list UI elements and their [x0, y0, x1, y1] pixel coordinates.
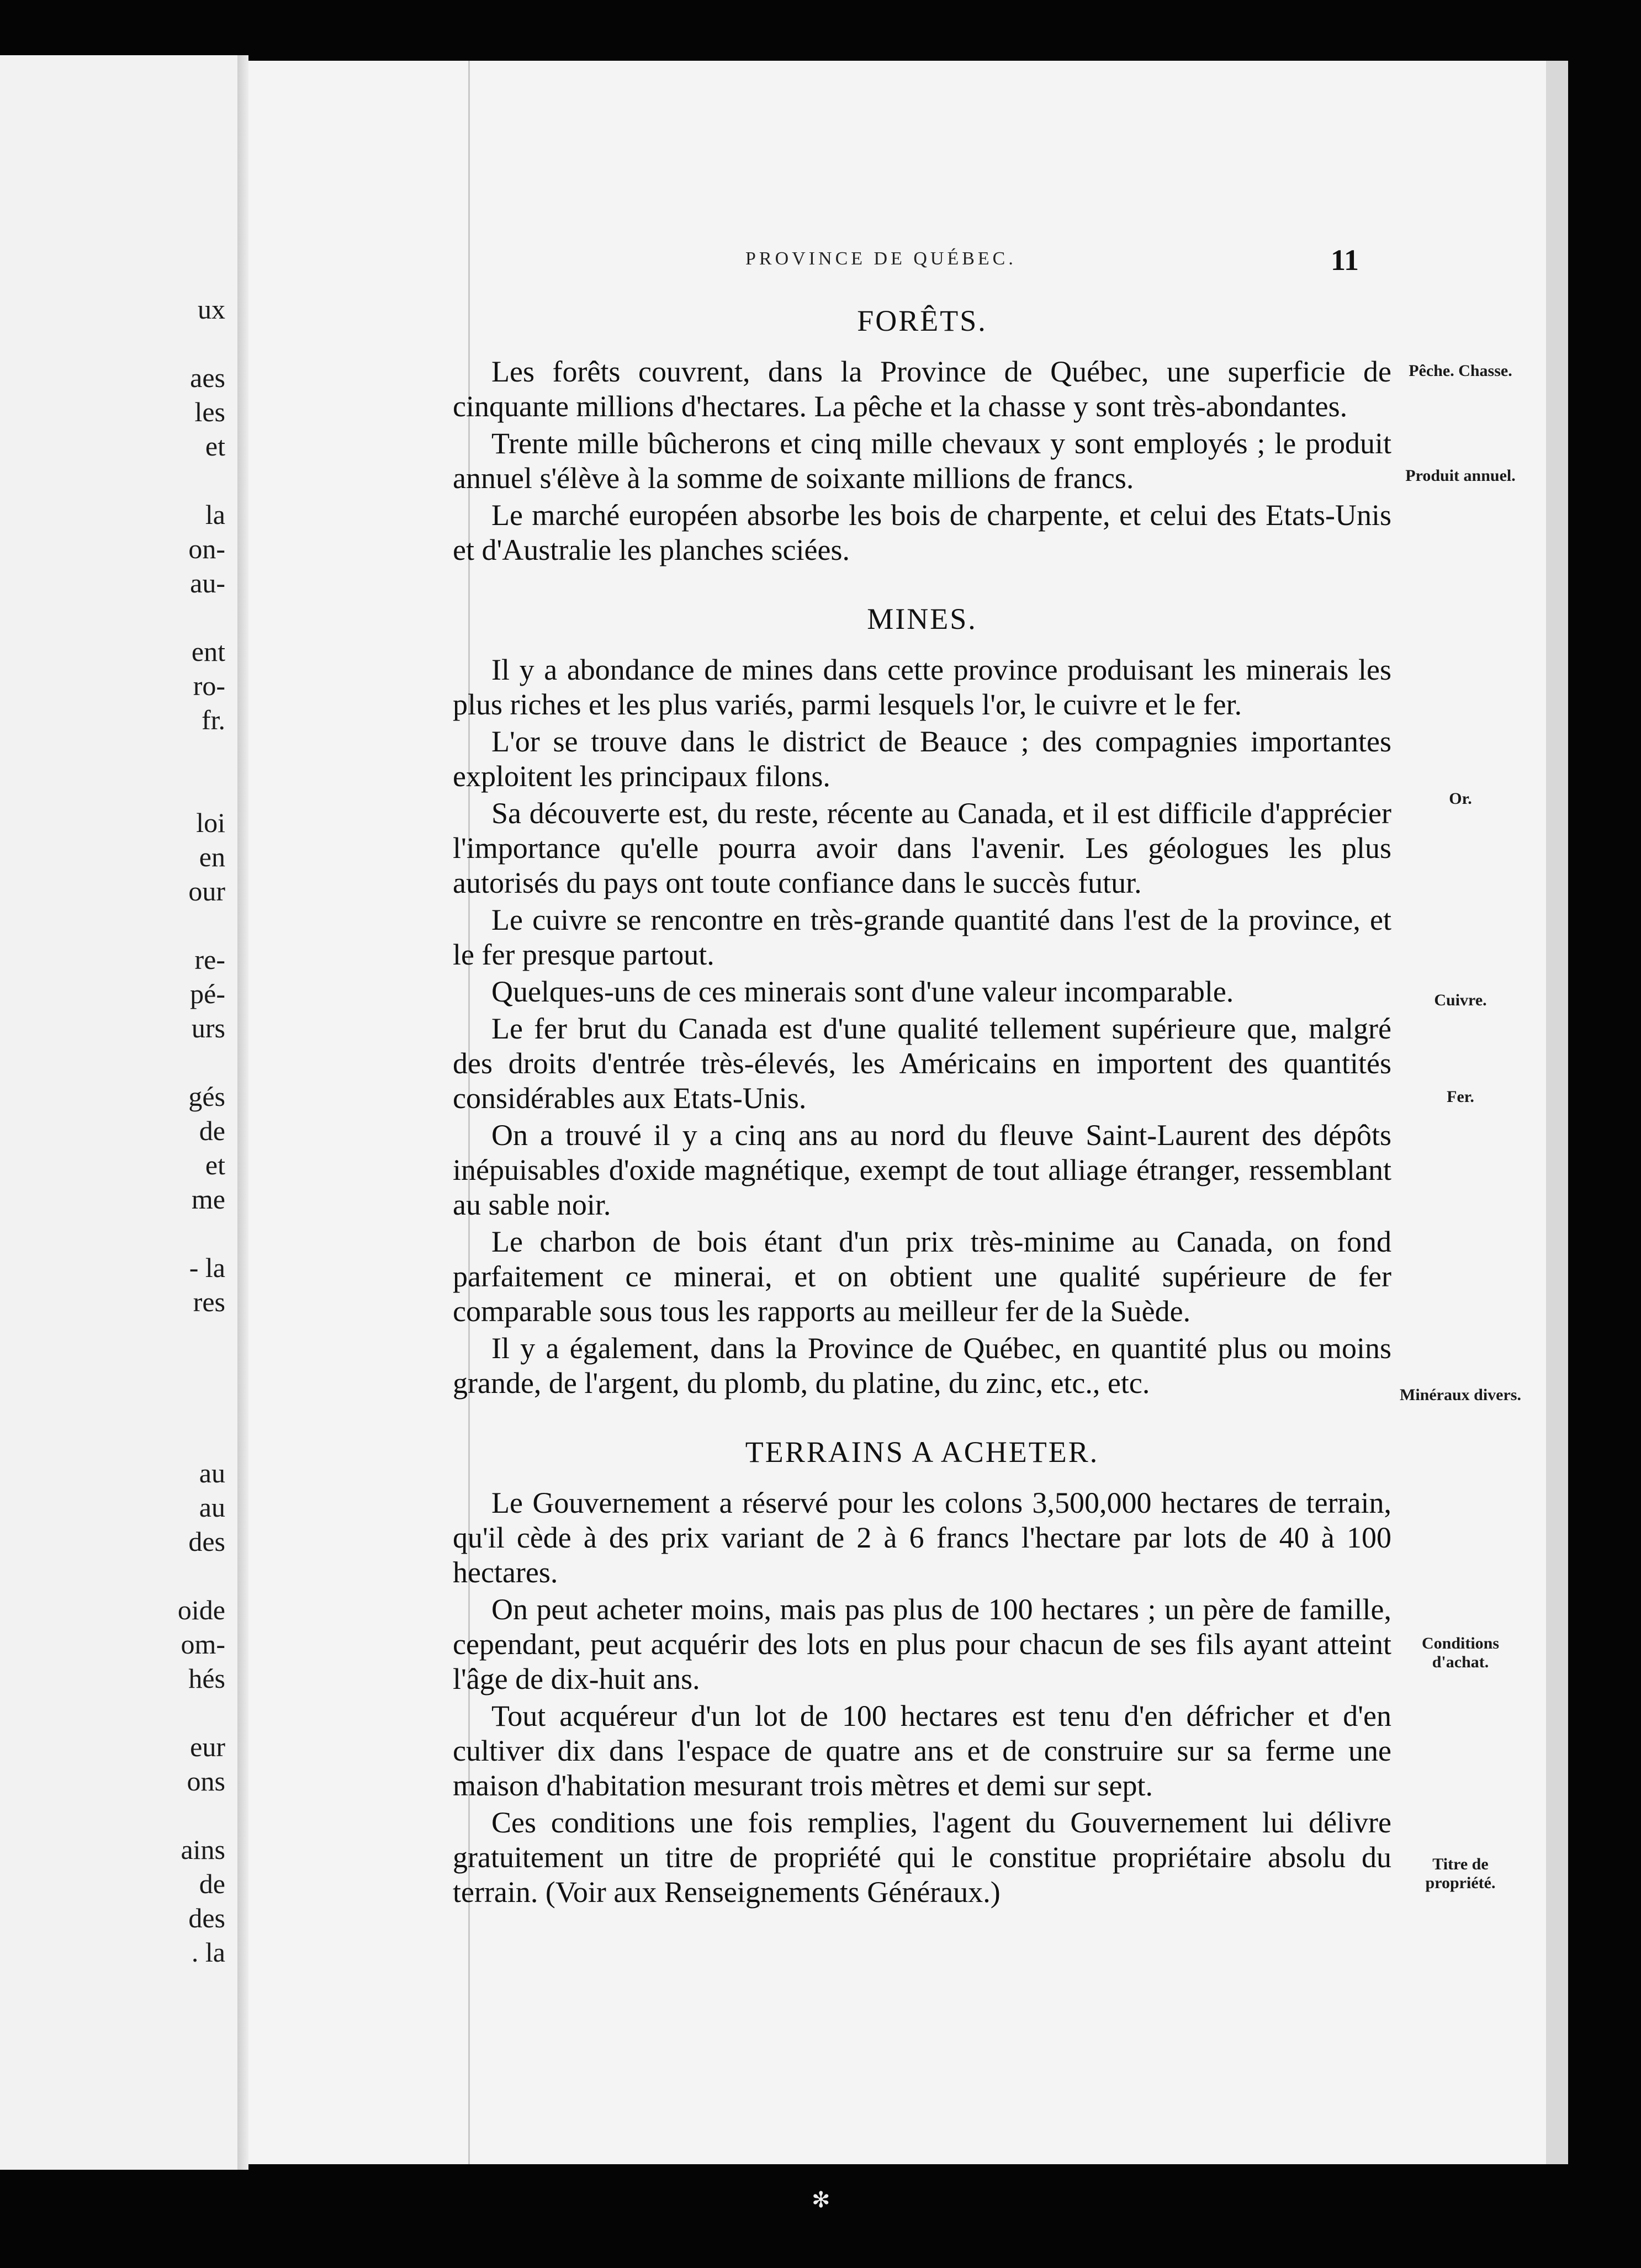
- left-page-fragment: . la: [191, 1937, 225, 1968]
- left-page-fragment: me: [191, 1184, 225, 1215]
- paragraph: Il y a abondance de mines dans cette province produisant les minerais les plus riches et les plus variés, parmi lesquels l'or, le cuivre et le fer.: [453, 653, 1391, 721]
- left-page-fragment: our: [188, 876, 225, 907]
- paragraph: On peut acheter moins, mais pas plus de 100 hectares ; un père de famille, cependant, peut acquérir des lots en plus pour chacun de ses fils ayant atteint l'âge de dix-huit ans.: [453, 1593, 1391, 1695]
- left-page-fragment: oide: [177, 1594, 225, 1625]
- left-page-fragment: et: [205, 1149, 225, 1180]
- margin-note-fer: Fer.: [1447, 1088, 1474, 1106]
- left-page-fragment: des: [188, 1526, 225, 1557]
- left-page-fragment: ons: [187, 1766, 225, 1797]
- margin-note-conditions-achat: Conditions d'achat.: [1421, 1634, 1500, 1671]
- margin-note-peche-chasse: Pêche. Chasse.: [1409, 362, 1512, 380]
- margin-note-or: Or.: [1449, 789, 1472, 808]
- section-title-terrains: TERRAINS A ACHETER.: [745, 1435, 1099, 1469]
- left-page-fragment: om-: [181, 1629, 225, 1660]
- section-title-mines: MINES.: [867, 602, 977, 635]
- left-page-fragment: res: [193, 1286, 225, 1317]
- left-page-fragment: loi: [196, 807, 225, 838]
- scan-mark: ✻: [812, 2187, 830, 2213]
- margin-note-produit-annuel: Produit annuel.: [1405, 467, 1516, 485]
- left-page-fragment: de: [199, 1868, 225, 1899]
- page: [248, 61, 1546, 2164]
- section-title-forets: FORÊTS.: [857, 304, 987, 337]
- paragraph: Les forêts couvrent, dans la Province de Québec, une superficie de cinquante millions d'hectares. La pêche et la chasse y sont très-abondantes.: [453, 355, 1391, 423]
- left-page-fragment: des: [188, 1903, 225, 1933]
- page-edge-shadow: [1546, 61, 1568, 2164]
- left-page-fragment: fr.: [201, 704, 225, 735]
- left-page-fragment: au-: [190, 568, 225, 598]
- left-page-fragment: la: [205, 499, 225, 530]
- left-page-fragment: en: [199, 841, 225, 872]
- left-page-fragment: re-: [194, 944, 225, 975]
- left-page-fragment: ux: [198, 294, 225, 325]
- left-page-fragment: eur: [190, 1731, 225, 1762]
- left-page-fragment: urs: [191, 1013, 225, 1043]
- left-page-fragment: et: [205, 431, 225, 462]
- paragraph: Le fer brut du Canada est d'une qualité tellement supérieure que, malgré des droits d'entrée très-élevés, les Américains en importent des quantités considérables aux Etats-Unis.: [453, 1012, 1391, 1115]
- left-page-fragment: hés: [188, 1663, 225, 1694]
- left-page-fragment: ro-: [193, 670, 225, 701]
- paragraph: Ces conditions une fois remplies, l'agent du Gouvernement lui délivre gratuitement un titre de propriété qui le constitue propriétaire absolu du terrain. (Voir aux Renseignements Généraux.): [453, 1806, 1391, 1909]
- body-text: [453, 304, 1391, 1912]
- paragraph: Trente mille bûcherons et cinq mille chevaux y sont employés ; le produit annuel s'élève à la somme de soixante millions de francs.: [453, 427, 1391, 495]
- previous-page-edge: [0, 55, 237, 2170]
- left-page-fragment: ains: [181, 1834, 225, 1865]
- paragraph: Le charbon de bois étant d'un prix très-minime au Canada, on fond parfaitement ce minerai, et on obtient une qualité supérieure de fer comparable sous tous les rapports au meilleur fer de la Suède.: [453, 1225, 1391, 1328]
- left-page-fragment: au: [199, 1492, 225, 1523]
- left-page-fragment: les: [194, 396, 225, 427]
- paragraph: L'or se trouve dans le district de Beauce ; des compagnies importantes exploitent les principaux filons.: [453, 725, 1391, 793]
- paragraph: Tout acquéreur d'un lot de 100 hectares est tenu d'en défricher et d'en cultiver dix dans l'espace de quatre ans et de construire sur sa ferme une maison d'habitation mesurant trois mètres et demi sur sept.: [453, 1699, 1391, 1802]
- left-page-fragment: gés: [188, 1081, 225, 1112]
- paragraph: On a trouvé il y a cinq ans au nord du fleuve Saint-Laurent des dépôts inépuisables d'oxide magnétique, exempt de tout alliage étranger, ressemblant au sable noir.: [453, 1119, 1391, 1221]
- page-gutter: [237, 55, 248, 2170]
- paragraph: Le cuivre se rencontre en très-grande quantité dans l'est de la province, et le fer presque partout.: [453, 903, 1391, 971]
- paragraph: Le Gouvernement a réservé pour les colons 3,500,000 hectares de terrain, qu'il cède à des prix variant de 2 à 6 francs l'hectare par lots de 40 à 100 hectares.: [453, 1486, 1391, 1589]
- page-number: 11: [1331, 243, 1359, 277]
- left-page-fragment: ent: [191, 636, 225, 667]
- left-page-fragment: pé-: [190, 978, 225, 1009]
- paragraph: Le marché européen absorbe les bois de charpente, et celui des Etats-Unis et d'Australie les planches sciées.: [453, 499, 1391, 566]
- margin-note-mineraux-divers: Minéraux divers.: [1400, 1386, 1521, 1404]
- paragraph: Quelques-uns de ces minerais sont d'une valeur incomparable.: [491, 975, 1234, 1008]
- left-page-fragment: on-: [188, 533, 225, 564]
- left-page-fragment: de: [199, 1115, 225, 1146]
- left-page-fragment: aes: [190, 362, 225, 393]
- left-page-fragment: au: [199, 1458, 225, 1488]
- paragraph: Il y a également, dans la Province de Québec, en quantité plus ou moins grande, de l'argent, du plomb, du platine, du zinc, etc., etc.: [453, 1332, 1391, 1400]
- margin-note-cuivre: Cuivre.: [1434, 991, 1487, 1009]
- margin-note-titre-propriete: Titre de propriété.: [1425, 1855, 1496, 1892]
- paragraph: Sa découverte est, du reste, récente au Canada, et il est difficile d'apprécier l'importance qu'elle pourra avoir dans l'avenir. Les géologues les plus autorisés du pays ont toute confiance dans le succès futur.: [453, 797, 1391, 899]
- left-page-fragment: - la: [189, 1252, 225, 1283]
- running-head: PROVINCE DE QUÉBEC.: [745, 248, 1017, 269]
